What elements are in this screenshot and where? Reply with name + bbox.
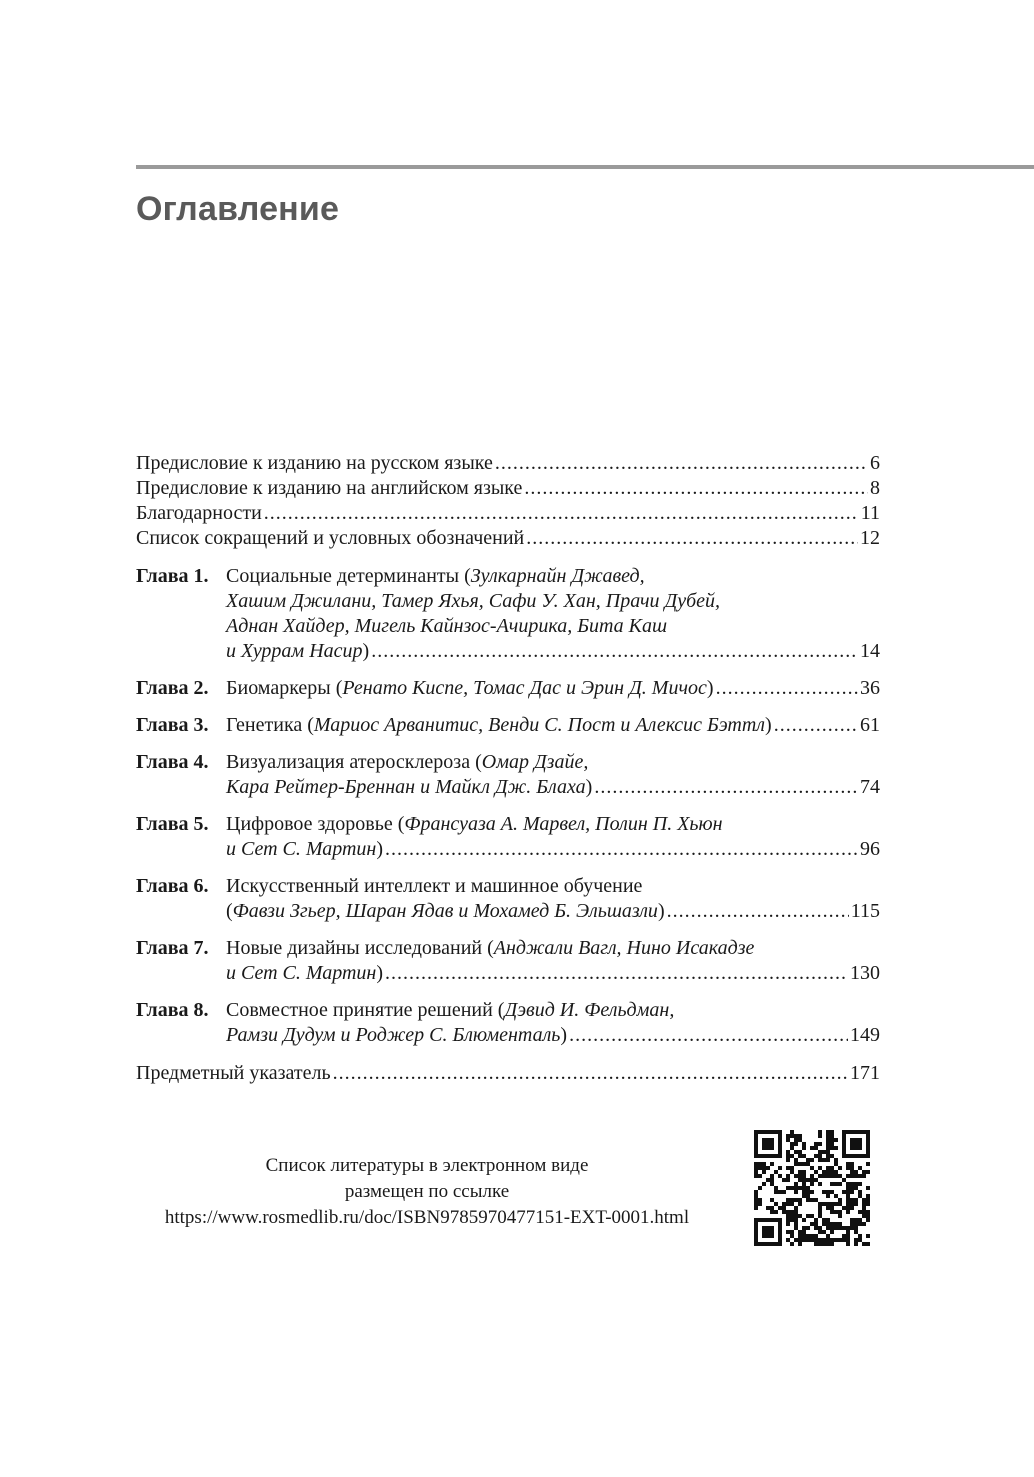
- chapter-label: Глава 5.: [136, 813, 209, 835]
- references-note: [136, 1153, 718, 1231]
- chapter-line: [226, 1023, 880, 1048]
- closing-paren: ): [765, 714, 772, 736]
- chapter-label: Глава 6.: [136, 875, 209, 897]
- entry-page: 8: [870, 477, 880, 499]
- chapter-body: [226, 676, 880, 701]
- dot-leader: [385, 961, 848, 986]
- chapter-page: 14: [860, 640, 880, 662]
- chapter-title-text: Искусственный интеллект и машинное обучение: [226, 875, 643, 897]
- entry-title: Предисловие к изданию на английском языке: [136, 477, 523, 499]
- chapter-authors: Зулкарнайн Джавед,: [470, 565, 645, 587]
- chapter-authors: Аднан Хайдер, Мигель Кайнзос-Ачирика, Бита Каш: [226, 615, 668, 637]
- chapter-page: 149: [850, 1024, 880, 1046]
- dot-leader: [594, 775, 858, 800]
- chapter-entry[interactable]: [136, 676, 880, 701]
- chapter-line: [226, 837, 880, 862]
- chapter-authors: и Хуррам Насир: [226, 640, 363, 662]
- chapter-entry[interactable]: [136, 564, 880, 664]
- chapter-line: [226, 614, 880, 639]
- chapter-line: [226, 812, 880, 837]
- dot-leader: [333, 1061, 848, 1086]
- dot-leader: [371, 639, 858, 664]
- chapter-body: [226, 750, 880, 800]
- chapter-line: [226, 936, 880, 961]
- toc-entry[interactable]: [136, 1061, 880, 1086]
- chapter-title-text: Новые дизайны исследований (: [226, 937, 494, 959]
- references-url[interactable]: https://www.rosmedlib.ru/doc/ISBN9785970477151-EXT-0001.html: [164, 1207, 690, 1228]
- chapter-title-text: Визуализация атеросклероза (: [226, 751, 482, 773]
- table-of-contents: [136, 451, 880, 1086]
- closing-paren: ): [376, 962, 384, 984]
- toc-entry[interactable]: [136, 476, 880, 501]
- entry-title: Благодарности: [136, 502, 262, 524]
- chapter-body: [226, 936, 880, 986]
- chapter-page: 36: [860, 677, 880, 699]
- entry-title: Список сокращений и условных обозначений: [136, 527, 525, 549]
- chapter-line: [226, 998, 880, 1023]
- dot-leader: [495, 451, 868, 476]
- chapter-line: [226, 713, 880, 738]
- entry-title: Предметный указатель: [136, 1062, 331, 1084]
- toc-entry[interactable]: [136, 451, 880, 476]
- chapter-body: [226, 564, 880, 664]
- chapter-line: [226, 775, 880, 800]
- chapter-label: Глава 1.: [136, 565, 209, 587]
- references-line-2: размещен по ссылке: [344, 1181, 510, 1202]
- chapter-label: Глава 7.: [136, 937, 209, 959]
- chapter-page: 74: [860, 776, 880, 798]
- chapter-entry[interactable]: [136, 936, 880, 986]
- chapter-title-text: Социальные детерминанты (: [226, 565, 471, 587]
- chapter-label: Глава 8.: [136, 999, 209, 1021]
- chapter-authors: и Сет С. Мартин: [226, 838, 377, 860]
- front-matter-list: [136, 451, 880, 551]
- closing-paren: ): [585, 776, 593, 798]
- chapter-line: [226, 639, 880, 664]
- chapter-list: [136, 564, 880, 1048]
- chapter-line: [226, 899, 880, 924]
- chapter-entry[interactable]: [136, 812, 880, 862]
- dot-leader: [569, 1023, 848, 1048]
- chapter-entry[interactable]: [136, 750, 880, 800]
- chapter-title-text: Генетика (: [226, 714, 314, 736]
- chapter-authors: Кара Рейтер-Бреннан и Майкл Дж. Блаха: [226, 776, 586, 798]
- chapter-line: [226, 750, 880, 775]
- entry-page: 11: [860, 502, 880, 524]
- chapter-line: [226, 564, 880, 589]
- closing-paren: ): [657, 900, 665, 922]
- dot-leader: [526, 526, 858, 551]
- dot-leader: [774, 713, 858, 738]
- chapter-label: Глава 3.: [136, 714, 209, 736]
- chapter-label: Глава 4.: [136, 751, 209, 773]
- chapter-entry[interactable]: [136, 998, 880, 1048]
- entry-title: Предисловие к изданию на русском языке: [136, 452, 493, 474]
- closing-paren: ): [362, 640, 370, 662]
- chapter-body: [226, 874, 880, 924]
- chapter-body: [226, 812, 880, 862]
- chapter-line: [226, 961, 880, 986]
- closing-paren: ): [376, 838, 384, 860]
- closing-paren: ): [560, 1024, 568, 1046]
- chapter-body: [226, 998, 880, 1048]
- chapter-page: 130: [850, 962, 880, 984]
- chapter-page: 115: [850, 900, 880, 922]
- chapter-label: Глава 2.: [136, 677, 209, 699]
- qr-code-icon[interactable]: [754, 1130, 870, 1246]
- chapter-authors: Рамзи Дудум и Роджер С. Блюменталь: [226, 1024, 561, 1046]
- header-rule: [136, 165, 1034, 169]
- chapter-authors: Дэвид И. Фельдман,: [504, 999, 675, 1021]
- chapter-title-text: Цифровое здоровье (: [226, 813, 405, 835]
- dot-leader: [524, 476, 868, 501]
- chapter-authors: Анджали Вагл, Нино Исакадзе: [493, 937, 755, 959]
- dot-leader: [716, 676, 858, 701]
- chapter-authors: Омар Дзайе,: [481, 751, 589, 773]
- entry-page: 171: [850, 1062, 880, 1084]
- chapter-authors: и Сет С. Мартин: [226, 962, 377, 984]
- dot-leader: [385, 837, 858, 862]
- page-title: Оглавление: [136, 190, 340, 228]
- toc-entry[interactable]: [136, 526, 880, 551]
- entry-page: 12: [860, 527, 880, 549]
- chapter-page: 96: [860, 838, 880, 860]
- chapter-entry[interactable]: [136, 713, 880, 738]
- dot-leader: [264, 501, 859, 526]
- chapter-body: [226, 713, 880, 738]
- chapter-line: [226, 676, 880, 701]
- chapter-authors: Хашим Джилани, Тамер Яхья, Сафи У. Хан, Прачи Дубей,: [226, 590, 721, 612]
- references-line-1: Список литературы в электронном виде: [265, 1155, 589, 1176]
- chapter-authors: Франсуаза А. Марвел, Полин П. Хьюн: [404, 813, 723, 835]
- entry-page: 6: [870, 452, 880, 474]
- chapter-authors: Мариос Арванитис, Венди С. Пост и Алексис Бэттл: [313, 714, 766, 736]
- closing-paren: ): [706, 677, 714, 699]
- chapter-title-text: Совместное принятие решений (: [226, 999, 505, 1021]
- back-matter-list: [136, 1061, 880, 1086]
- chapter-line: [226, 874, 880, 899]
- chapter-authors: Фавзи Згьер, Шаран Ядав и Мохамед Б. Эльшазли: [232, 900, 658, 922]
- toc-entry[interactable]: [136, 501, 880, 526]
- chapter-line: [226, 589, 880, 614]
- dot-leader: [667, 899, 849, 924]
- chapter-authors: Ренато Киспе, Томас Дас и Эрин Д. Мичос: [342, 677, 707, 699]
- chapter-entry[interactable]: [136, 874, 880, 924]
- chapter-title-text: Биомаркеры (: [226, 677, 343, 699]
- chapter-page: 61: [860, 714, 880, 736]
- chapter-title-text: (: [226, 900, 233, 922]
